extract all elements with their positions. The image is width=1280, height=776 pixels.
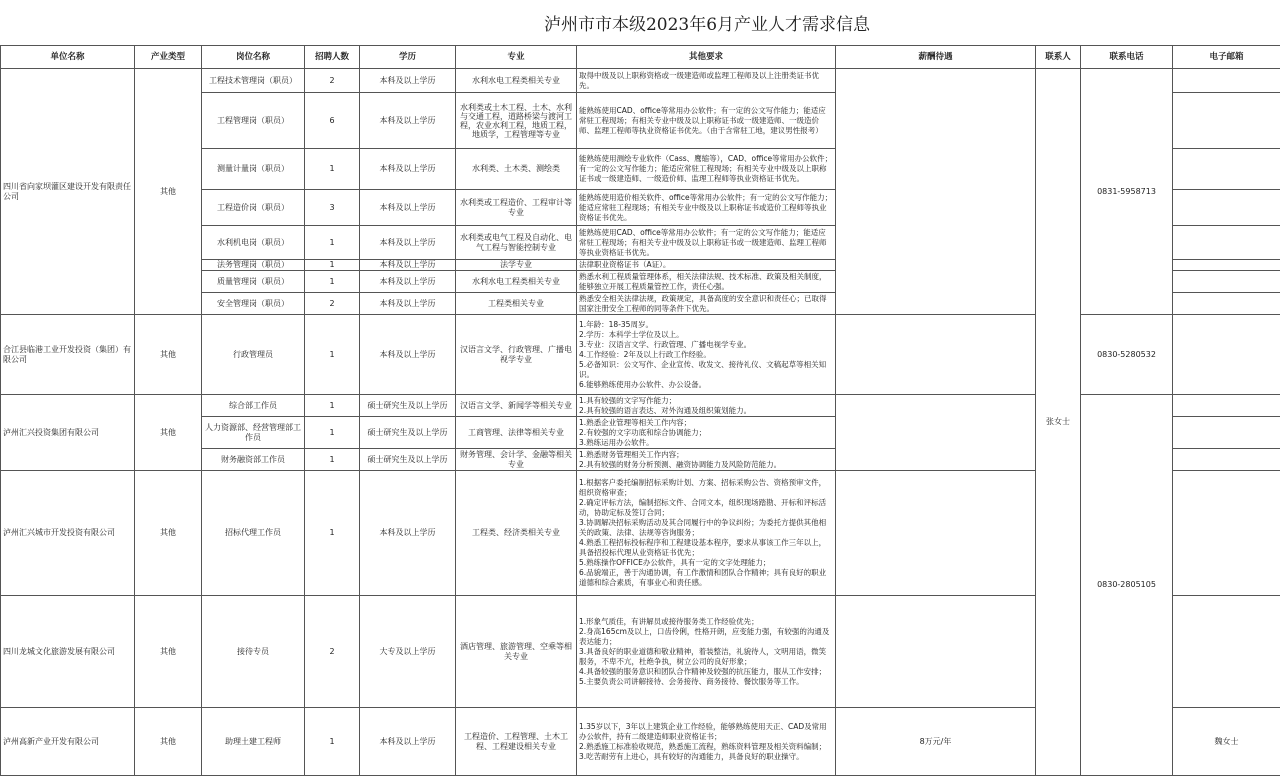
pay-cell (836, 395, 1036, 471)
count-cell: 1 (305, 149, 360, 190)
count-cell: 1 (305, 271, 360, 293)
major-cell: 工程造价、工程管理、土木工程、工程建设相关专业 (456, 708, 577, 776)
industry-cell: 其他 (135, 596, 202, 708)
table-row (1, 395, 1280, 417)
pay-cell (836, 471, 1036, 596)
major-cell: 水利类、土木类、测绘类 (456, 149, 577, 190)
phone-cell: 0831-5958713 (1081, 69, 1173, 315)
email-cell (1173, 449, 1280, 471)
requirements-cell: 1.年龄：18-35周岁。 2.学历：本科学士学位及以上。 3.专业：汉语言文学、行政管理、广播电视学专业。 4.工作经验：2年及以上行政工作经验。 5.必备知识：公文写作、企业宣传、收发文、接待礼仪、文稿起草等相关知识。 6.能够熟练使用办公软件、办公设备。 (577, 315, 836, 395)
post-cell: 工程技术管理岗（职员） (202, 69, 305, 93)
requirements-cell: 能熟练使用造价相关软件、office等常用办公软件；有一定的公文写作能力；能适应常驻工程现场；有相关专业中级及以上职称证书或造价工程师等执业资格证书优先。 (577, 190, 836, 226)
email-cell (1173, 293, 1280, 315)
requirements-cell: 1.熟悉财务管理相关工作内容； 2.具有较强的财务分析预测、融资协调能力及风险防范能力。 (577, 449, 836, 471)
unit-name-cell: 四川省向家坝灌区建设开发有限责任公司 (1, 69, 135, 315)
education-cell: 本科及以上学历 (360, 315, 456, 395)
header-industry: 产业类型 (135, 46, 202, 69)
header-requirements: 其他要求 (577, 46, 836, 69)
requirements-cell: 能熟练使用CAD、office等常用办公软件；有一定的公文写作能力；能适应常驻工程现场；有相关专业中级及以上职称证书或一级建造师、监理工程师等执业资格证书优先。 (577, 226, 836, 260)
pay-cell (836, 596, 1036, 708)
count-cell: 2 (305, 596, 360, 708)
count-cell: 1 (305, 395, 360, 417)
post-cell: 接待专员 (202, 596, 305, 708)
post-cell: 安全管理岗（职员） (202, 293, 305, 315)
email-cell (1173, 417, 1280, 449)
major-cell: 工商管理、法律等相关专业 (456, 417, 577, 449)
requirements-cell: 1.形象气质佳，有讲解员或接待服务类工作经验优先； 2.身高165cm及以上，口齿伶俐，性格开朗，应变能力强，有较强的沟通及表达能力； 3.具备良好的职业道德和敬业精神，着装整洁，礼貌待人，文明用语，微笑服务，不卑不亢，杜绝争执，树立公司的良好形象； 4.具备较强的服务意识和团队合作精神及较强的抗压能力，服从工作安排； 5.主要负责公司讲解接待、会务接待、商务接待、餐饮服务等工作。 (577, 596, 836, 708)
header-count: 招聘人数 (305, 46, 360, 69)
education-cell: 硕士研究生及以上学历 (360, 395, 456, 417)
phone-cell: 0830-5280532 (1081, 315, 1173, 395)
requirements-cell: 熟悉安全相关法律法规，政策规定，具备高度的安全意识和责任心；已取得国家注册安全工程师的同等条件下优先。 (577, 293, 836, 315)
requirements-cell: 1.熟悉企业管理等相关工作内容； 2.有较强的文字功底和综合协调能力； 3.熟练运用办公软件。 (577, 417, 836, 449)
education-cell: 大专及以上学历 (360, 596, 456, 708)
header-education: 学历 (360, 46, 456, 69)
industry-cell: 其他 (135, 471, 202, 596)
post-cell: 法务管理岗（职员） (202, 260, 305, 271)
industry-cell: 其他 (135, 69, 202, 315)
page-title: 泸州市市本级2023年6月产业人才需求信息 (134, 0, 1280, 46)
major-cell: 水利水电工程类相关专业 (456, 69, 577, 93)
header-phone: 联系电话 (1081, 46, 1173, 69)
header-post: 岗位名称 (202, 46, 305, 69)
email-cell (1173, 471, 1280, 596)
email-cell (1173, 271, 1280, 293)
unit-name-cell: 泸州汇兴城市开发投资有限公司 (1, 471, 135, 596)
post-cell: 助理土建工程师 (202, 708, 305, 776)
education-cell: 本科及以上学历 (360, 93, 456, 149)
post-cell: 工程管理岗（职员） (202, 93, 305, 149)
post-cell: 水利机电岗（职员） (202, 226, 305, 260)
major-cell: 法学专业 (456, 260, 577, 271)
major-cell: 工程类、经济类相关专业 (456, 471, 577, 596)
education-cell: 本科及以上学历 (360, 226, 456, 260)
major-cell: 水利类或电气工程及自动化、电气工程与智能控制专业 (456, 226, 577, 260)
post-cell: 招标代理工作员 (202, 471, 305, 596)
requirements-cell: 1.具有较强的文字写作能力； 2.具有较强的语言表达、对外沟通及组织策划能力。 (577, 395, 836, 417)
unit-name-cell: 四川龙城文化旅游发展有限公司 (1, 596, 135, 708)
post-cell: 综合部工作员 (202, 395, 305, 417)
major-cell: 汉语言文学、行政管理、广播电视学专业 (456, 315, 577, 395)
unit-name-cell: 泸州汇兴投资集团有限公司 (1, 395, 135, 471)
major-cell: 财务管理、会计学、金融等相关专业 (456, 449, 577, 471)
count-cell: 1 (305, 260, 360, 271)
count-cell: 1 (305, 471, 360, 596)
contact-cell: 张女士 (1036, 69, 1081, 776)
phone-cell: 0830-2805105 (1081, 395, 1173, 776)
header-email: 电子邮箱 (1173, 46, 1280, 69)
table-row (1, 69, 1280, 93)
education-cell: 硕士研究生及以上学历 (360, 417, 456, 449)
unit-name-cell: 泸州高新产业开发有限公司 (1, 708, 135, 776)
email-cell (1173, 260, 1280, 271)
count-cell: 6 (305, 93, 360, 149)
email-cell (1173, 69, 1280, 93)
header-row (1, 46, 1280, 69)
count-cell: 1 (305, 449, 360, 471)
post-cell: 行政管理员 (202, 315, 305, 395)
count-cell: 3 (305, 190, 360, 226)
education-cell: 本科及以上学历 (360, 471, 456, 596)
pay-cell: 8万元/年 (836, 708, 1036, 776)
count-cell: 2 (305, 293, 360, 315)
email-cell (1173, 226, 1280, 260)
major-cell: 水利水电工程类相关专业 (456, 271, 577, 293)
count-cell: 1 (305, 417, 360, 449)
requirements-cell: 能熟练使用测绘专业软件（Cass、鹰缩等），CAD、office等常用办公软件；有一定的公文写作能力；能适应常驻工程现场；有相关专业中级及以上职称证书或一级建造师、一级造价师、监理工程师等执业资格证书优先。 (577, 149, 836, 190)
header-contact: 联系人 (1036, 46, 1081, 69)
pay-cell (836, 315, 1036, 395)
requirements-cell: 1.35岁以下，3年以上建筑企业工作经验，能够熟练使用天正、CAD及常用办公软件，持有二级建造师职业资格证书； 2.熟悉施工标准验收规范，熟悉施工流程，熟练资料管理及相关资料编制； 3.吃苦耐劳有上进心，具有较好的沟通能力，具备良好的职业操守。 (577, 708, 836, 776)
education-cell: 本科及以上学历 (360, 271, 456, 293)
major-cell: 酒店管理、旅游管理、空乘等相关专业 (456, 596, 577, 708)
major-cell: 汉语言文学、新闻学等相关专业 (456, 395, 577, 417)
industry-cell: 其他 (135, 315, 202, 395)
industry-cell: 其他 (135, 708, 202, 776)
post-cell: 测量计量岗（职员） (202, 149, 305, 190)
industry-cell: 其他 (135, 395, 202, 471)
education-cell: 本科及以上学历 (360, 260, 456, 271)
count-cell: 1 (305, 226, 360, 260)
major-cell: 水利类或工程造价、工程审计等专业 (456, 190, 577, 226)
post-cell: 人力资源部、经营管理部工作员 (202, 417, 305, 449)
table-row (1, 315, 1280, 395)
email-cell (1173, 395, 1280, 417)
contact-cell: 魏女士 (1173, 708, 1280, 776)
email-cell (1173, 149, 1280, 190)
email-cell (1173, 315, 1280, 395)
education-cell: 本科及以上学历 (360, 69, 456, 93)
post-cell: 财务融资部工作员 (202, 449, 305, 471)
header-major: 专业 (456, 46, 577, 69)
requirements-cell: 1.根据客户委托编制招标采购计划、方案、招标采购公告、资格预审文件，组织资格审查； 2.确定评标方法，编制招标文件、合同文本，组织现场踏勘、开标和评标活动，协助定标及签订合同； 3.协调解决招标采购活动及其合同履行中的争议纠纷；为委托方提供其他相关的政策、法律、法规等咨询服务； 4.熟悉工程招标投标程序和工程建设基本程序，要求从事该工作三年以上，具备招投标代理从业资格证书优先； 5.熟练操作OFFICE办公软件，具有一定的文字处理能力； 6.品貌端正，善于沟通协调，有工作激情和团队合作精神；具有良好的职业道德和综合素质，有事业心和责任感。 (577, 471, 836, 596)
header-pay: 薪酬待遇 (836, 46, 1036, 69)
unit-name-cell: 合江县临港工业开发投资（集团）有限公司 (1, 315, 135, 395)
header-unit: 单位名称 (1, 46, 135, 69)
education-cell: 硕士研究生及以上学历 (360, 449, 456, 471)
talent-demand-table (0, 45, 1280, 776)
post-cell: 工程造价岗（职员） (202, 190, 305, 226)
education-cell: 本科及以上学历 (360, 293, 456, 315)
education-cell: 本科及以上学历 (360, 708, 456, 776)
count-cell: 1 (305, 315, 360, 395)
email-cell (1173, 93, 1280, 149)
education-cell: 本科及以上学历 (360, 190, 456, 226)
count-cell: 1 (305, 708, 360, 776)
requirements-cell: 能熟练使用CAD、office等常用办公软件；有一定的公文写作能力；能适应常驻工程现场；有相关专业中级及以上职称证书或一级建造师、一级造价师、监理工程师等执业资格证书优先。（由于含常驻工地，建议男性报考） (577, 93, 836, 149)
requirements-cell: 法律职业资格证书（A证）。 (577, 260, 836, 271)
requirements-cell: 取得中级及以上职称资格或一级建造师或监理工程师及以上注册类证书优先。 (577, 69, 836, 93)
requirements-cell: 熟悉水利工程质量管理体系，相关法律法规、技术标准、政策及相关制度，能够独立开展工程质量管控工作，责任心强。 (577, 271, 836, 293)
education-cell: 本科及以上学历 (360, 149, 456, 190)
count-cell: 2 (305, 69, 360, 93)
email-cell (1173, 190, 1280, 226)
major-cell: 工程类相关专业 (456, 293, 577, 315)
pay-cell (836, 69, 1036, 315)
email-cell (1173, 596, 1280, 708)
major-cell: 水利类或土木工程、土木、水利与交通工程，道路桥梁与渡河工程，农业水利工程，地质工程，地质学，工程管理等专业 (456, 93, 577, 149)
post-cell: 质量管理岗（职员） (202, 271, 305, 293)
